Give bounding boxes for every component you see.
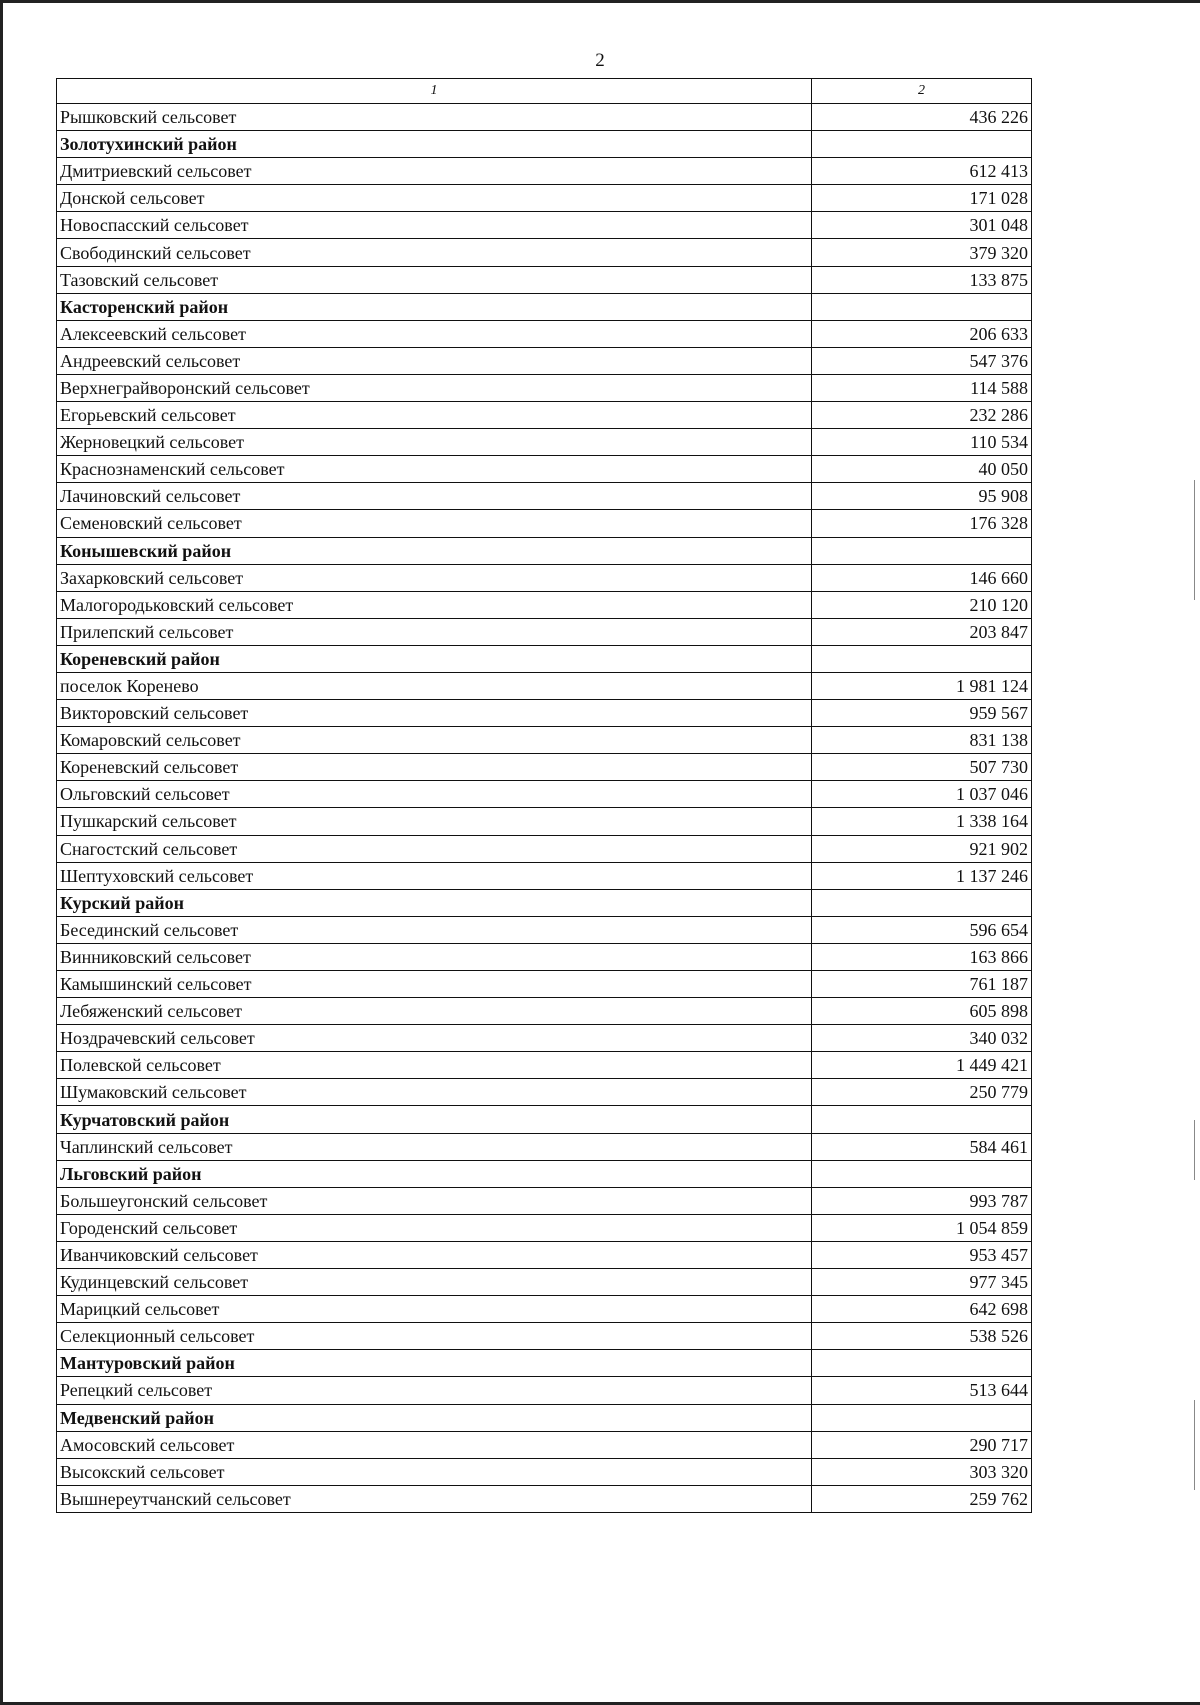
district-name: Касторенский район [57, 293, 812, 320]
settlement-name: Большеугонский сельсовет [57, 1187, 812, 1214]
amount-value: 206 633 [812, 320, 1032, 347]
amount-value [812, 293, 1032, 320]
table-row [57, 239, 1032, 266]
settlement-name: Верхнеграйворонский сельсовет [57, 374, 812, 401]
amount-value [812, 889, 1032, 916]
settlement-name: Иванчиковский сельсовет [57, 1241, 812, 1268]
table-row [57, 1241, 1032, 1268]
amount-value: 1 037 046 [812, 781, 1032, 808]
table-row [57, 1025, 1032, 1052]
amount-value: 584 461 [812, 1133, 1032, 1160]
table-row [57, 104, 1032, 131]
amount-value: 1 054 859 [812, 1214, 1032, 1241]
table-row [57, 591, 1032, 618]
settlement-name: Ноздрачевский сельсовет [57, 1025, 812, 1052]
settlement-name: Викторовский сельсовет [57, 700, 812, 727]
table-row [57, 510, 1032, 537]
settlement-name: Марицкий сельсовет [57, 1296, 812, 1323]
amount-value: 921 902 [812, 835, 1032, 862]
settlement-name: Селекционный сельсовет [57, 1323, 812, 1350]
amount-value: 259 762 [812, 1485, 1032, 1512]
amount-value: 761 187 [812, 971, 1032, 998]
amount-value: 612 413 [812, 158, 1032, 185]
amount-value: 114 588 [812, 374, 1032, 401]
amount-value: 290 717 [812, 1431, 1032, 1458]
settlement-name: Жерновецкий сельсовет [57, 429, 812, 456]
district-header-row [57, 131, 1032, 158]
table-row [57, 429, 1032, 456]
district-name: Золотухинский район [57, 131, 812, 158]
settlement-name: Новоспасский сельсовет [57, 212, 812, 239]
settlement-name: Рышковский сельсовет [57, 104, 812, 131]
amount-value: 340 032 [812, 1025, 1032, 1052]
amount-value [812, 537, 1032, 564]
settlement-name: Полевской сельсовет [57, 1052, 812, 1079]
settlement-name: Шумаковский сельсовет [57, 1079, 812, 1106]
settlement-name: Городенский сельсовет [57, 1214, 812, 1241]
district-header-row [57, 1160, 1032, 1187]
table-row [57, 1187, 1032, 1214]
amount-value: 1 137 246 [812, 862, 1032, 889]
amount-value [812, 1350, 1032, 1377]
table-row [57, 374, 1032, 401]
table-row [57, 564, 1032, 591]
amount-value: 176 328 [812, 510, 1032, 537]
settlement-name: Репецкий сельсовет [57, 1377, 812, 1404]
settlement-name: Снагостский сельсовет [57, 835, 812, 862]
table-row [57, 998, 1032, 1025]
page-number: 2 [595, 50, 605, 71]
settlement-name: Дмитриевский сельсовет [57, 158, 812, 185]
district-header-row [57, 537, 1032, 564]
settlement-name: Донской сельсовет [57, 185, 812, 212]
district-header-row [57, 1404, 1032, 1431]
allocation-table [56, 78, 1032, 1513]
amount-value: 538 526 [812, 1323, 1032, 1350]
settlement-name: Тазовский сельсовет [57, 266, 812, 293]
table-row [57, 700, 1032, 727]
amount-value: 203 847 [812, 618, 1032, 645]
amount-value: 163 866 [812, 943, 1032, 970]
settlement-name: Малогородьковский сельсовет [57, 591, 812, 618]
amount-value: 171 028 [812, 185, 1032, 212]
amount-value: 605 898 [812, 998, 1032, 1025]
amount-value [812, 1160, 1032, 1187]
settlement-name: поселок Коренево [57, 672, 812, 699]
amount-value [812, 1404, 1032, 1431]
table-row [57, 916, 1032, 943]
table-header-row [57, 79, 1032, 104]
amount-value: 95 908 [812, 483, 1032, 510]
table-row [57, 1485, 1032, 1512]
table-row [57, 212, 1032, 239]
district-header-row [57, 293, 1032, 320]
amount-value: 146 660 [812, 564, 1032, 591]
district-header-row [57, 1350, 1032, 1377]
settlement-name: Свободинский сельсовет [57, 239, 812, 266]
settlement-name: Егорьевский сельсовет [57, 402, 812, 429]
table-row [57, 1431, 1032, 1458]
table-row [57, 266, 1032, 293]
amount-value: 547 376 [812, 347, 1032, 374]
settlement-name: Прилепский сельсовет [57, 618, 812, 645]
column-header-1: 1 [57, 79, 812, 104]
table-row [57, 1214, 1032, 1241]
settlement-name: Лебяженский сельсовет [57, 998, 812, 1025]
amount-value: 1 981 124 [812, 672, 1032, 699]
amount-value: 513 644 [812, 1377, 1032, 1404]
table-row [57, 347, 1032, 374]
settlement-name: Комаровский сельсовет [57, 727, 812, 754]
settlement-name: Пушкарский сельсовет [57, 808, 812, 835]
district-header-row [57, 645, 1032, 672]
amount-value: 232 286 [812, 402, 1032, 429]
amount-value: 1 338 164 [812, 808, 1032, 835]
amount-value: 1 449 421 [812, 1052, 1032, 1079]
table-row [57, 1458, 1032, 1485]
amount-value: 977 345 [812, 1269, 1032, 1296]
amount-value: 596 654 [812, 916, 1032, 943]
table-row [57, 320, 1032, 347]
amount-value: 379 320 [812, 239, 1032, 266]
table-row [57, 1323, 1032, 1350]
table-row [57, 754, 1032, 781]
amount-value: 110 534 [812, 429, 1032, 456]
settlement-name: Камышинский сельсовет [57, 971, 812, 998]
settlement-name: Бесединский сельсовет [57, 916, 812, 943]
amount-value: 993 787 [812, 1187, 1032, 1214]
district-name: Курчатовский район [57, 1106, 812, 1133]
table-row [57, 808, 1032, 835]
table-row [57, 1269, 1032, 1296]
amount-value: 210 120 [812, 591, 1032, 618]
settlement-name: Амосовский сельсовет [57, 1431, 812, 1458]
settlement-name: Винниковский сельсовет [57, 943, 812, 970]
settlement-name: Кореневский сельсовет [57, 754, 812, 781]
amount-value: 507 730 [812, 754, 1032, 781]
table-row [57, 835, 1032, 862]
district-name: Конышевский район [57, 537, 812, 564]
scan-artifact-line [1194, 1400, 1195, 1490]
table-row [57, 185, 1032, 212]
table-row [57, 456, 1032, 483]
district-name: Медвенский район [57, 1404, 812, 1431]
settlement-name: Ольговский сельсовет [57, 781, 812, 808]
table-row [57, 158, 1032, 185]
table-row [57, 943, 1032, 970]
table-row [57, 402, 1032, 429]
table-row [57, 1079, 1032, 1106]
scan-artifact-line [1194, 1120, 1195, 1180]
table-body [57, 104, 1032, 1513]
district-header-row [57, 1106, 1032, 1133]
table-row [57, 618, 1032, 645]
table-row [57, 1296, 1032, 1323]
settlement-name: Краснознаменский сельсовет [57, 456, 812, 483]
scan-artifact-line [1194, 480, 1195, 600]
scan-border-top [0, 0, 1200, 3]
district-header-row [57, 889, 1032, 916]
amount-value: 40 050 [812, 456, 1032, 483]
table-row [57, 781, 1032, 808]
amount-value: 301 048 [812, 212, 1032, 239]
district-name: Курский район [57, 889, 812, 916]
table-row [57, 1133, 1032, 1160]
amount-value [812, 1106, 1032, 1133]
amount-value: 959 567 [812, 700, 1032, 727]
amount-value: 303 320 [812, 1458, 1032, 1485]
settlement-name: Вышнереутчанский сельсовет [57, 1485, 812, 1512]
amount-value: 831 138 [812, 727, 1032, 754]
district-name: Кореневский район [57, 645, 812, 672]
table-row [57, 862, 1032, 889]
amount-value: 953 457 [812, 1241, 1032, 1268]
amount-value [812, 645, 1032, 672]
amount-value: 250 779 [812, 1079, 1032, 1106]
district-name: Мантуровский район [57, 1350, 812, 1377]
table-row [57, 483, 1032, 510]
amount-value: 642 698 [812, 1296, 1032, 1323]
table-row [57, 971, 1032, 998]
settlement-name: Семеновский сельсовет [57, 510, 812, 537]
table-row [57, 1052, 1032, 1079]
table-row [57, 672, 1032, 699]
settlement-name: Чаплинский сельсовет [57, 1133, 812, 1160]
settlement-name: Андреевский сельсовет [57, 347, 812, 374]
settlement-name: Высокский сельсовет [57, 1458, 812, 1485]
amount-value: 133 875 [812, 266, 1032, 293]
district-name: Льговский район [57, 1160, 812, 1187]
settlement-name: Лачиновский сельсовет [57, 483, 812, 510]
settlement-name: Шептуховский сельсовет [57, 862, 812, 889]
column-header-2: 2 [812, 79, 1032, 104]
scan-border-left [0, 0, 3, 1705]
amount-value [812, 131, 1032, 158]
settlement-name: Захарковский сельсовет [57, 564, 812, 591]
amount-value: 436 226 [812, 104, 1032, 131]
table-row [57, 727, 1032, 754]
table-row [57, 1377, 1032, 1404]
settlement-name: Алексеевский сельсовет [57, 320, 812, 347]
settlement-name: Кудинцевский сельсовет [57, 1269, 812, 1296]
